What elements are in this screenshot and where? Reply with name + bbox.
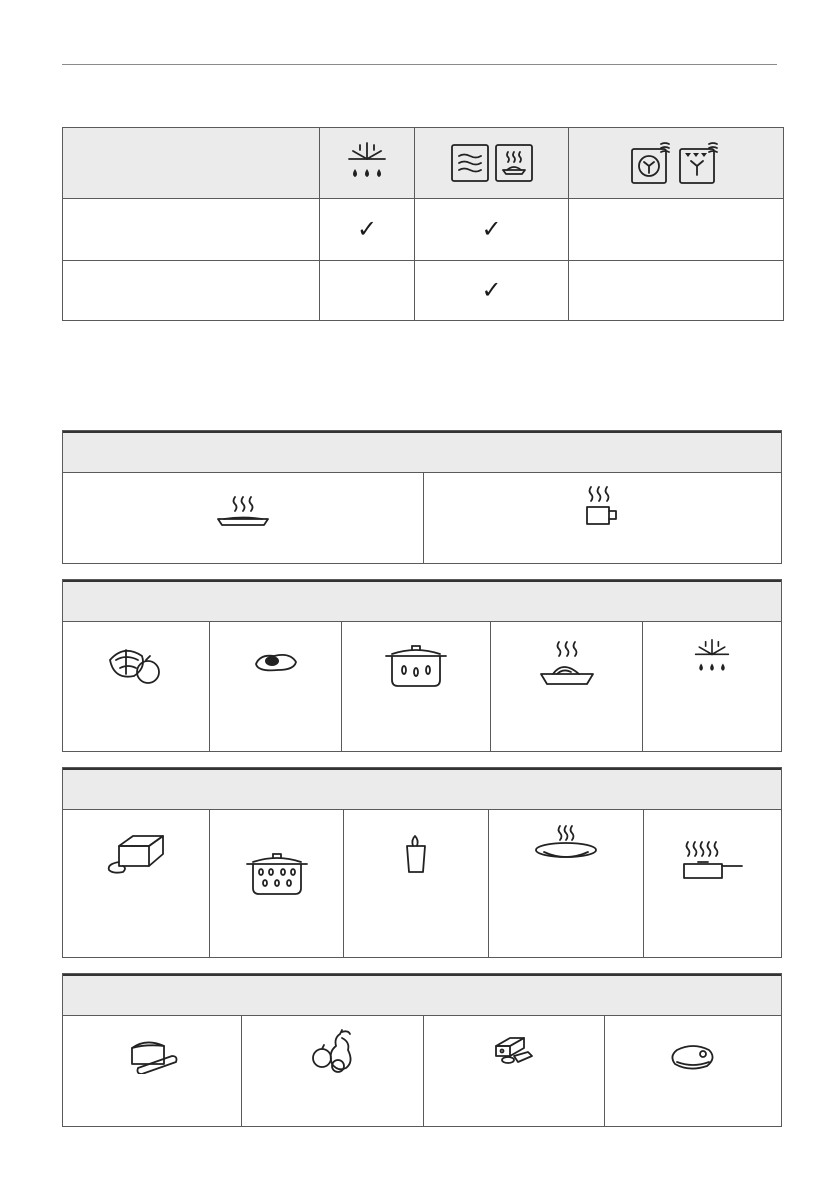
hot-casserole-icon (539, 640, 595, 688)
icon-cell (242, 1016, 424, 1126)
section-header (63, 768, 781, 810)
section-2 (62, 579, 782, 752)
defrost-drops-icon (345, 141, 389, 185)
section-header (63, 580, 781, 622)
icon-cell (210, 810, 344, 957)
icon-cell (63, 622, 210, 751)
icon-cell (424, 473, 781, 563)
hot-pan-icon (682, 840, 744, 882)
icon-cell (342, 622, 491, 751)
table-cell (63, 199, 320, 261)
header-defrost-cell (320, 128, 415, 199)
check-cell (320, 199, 415, 261)
table-cell (569, 261, 784, 321)
vegetables-icon (106, 642, 166, 688)
fan-grill-steam-icon (679, 142, 721, 184)
check-cell (415, 199, 569, 261)
header-fan-steam-cell (569, 128, 784, 199)
boiling-pot-icon (245, 850, 309, 896)
glass-icon (401, 834, 431, 874)
icon-cell (643, 622, 781, 751)
icon-cell (63, 1016, 242, 1126)
icon-cell (424, 1016, 605, 1126)
section-header (63, 974, 781, 1016)
icon-cell (344, 810, 489, 957)
check-mark: ✓ (356, 216, 378, 243)
pot-icon (384, 642, 448, 688)
icon-cell (489, 810, 644, 957)
header-microwave-cell (415, 128, 569, 199)
table-cell (569, 199, 784, 261)
microwave-dish-icon (495, 144, 533, 182)
table-cell (320, 261, 415, 321)
defrost-icon (692, 638, 732, 678)
check-cell (415, 261, 569, 321)
function-table (62, 127, 784, 321)
icon-cell (63, 473, 424, 563)
icon-cell (210, 622, 342, 751)
table-row (63, 199, 784, 261)
hot-cup-icon (583, 485, 623, 527)
icon-cell (63, 810, 210, 957)
section-4 (62, 973, 782, 1127)
check-mark: ✓ (481, 277, 502, 304)
icon-cell (491, 622, 643, 751)
header-blank-cell (63, 128, 320, 199)
cheese-icon (494, 1036, 534, 1066)
bread-icon (126, 1038, 178, 1074)
section-header (63, 431, 781, 473)
icon-cell (644, 810, 781, 957)
table-cell (63, 261, 320, 321)
icon-cell (605, 1016, 781, 1126)
check-mark: ✓ (481, 216, 502, 243)
egg-icon (252, 652, 300, 674)
steak-icon (671, 1044, 715, 1072)
hot-dish-icon (216, 495, 270, 529)
microwave-waves-icon (451, 144, 489, 182)
fan-steam-icon (631, 142, 673, 184)
header-rule (62, 64, 777, 65)
section-1 (62, 430, 782, 564)
melting-butter-icon (105, 832, 167, 876)
hot-plate-icon (534, 824, 598, 864)
section-3 (62, 767, 782, 958)
table-row (63, 261, 784, 321)
fruit-icon (310, 1028, 356, 1074)
